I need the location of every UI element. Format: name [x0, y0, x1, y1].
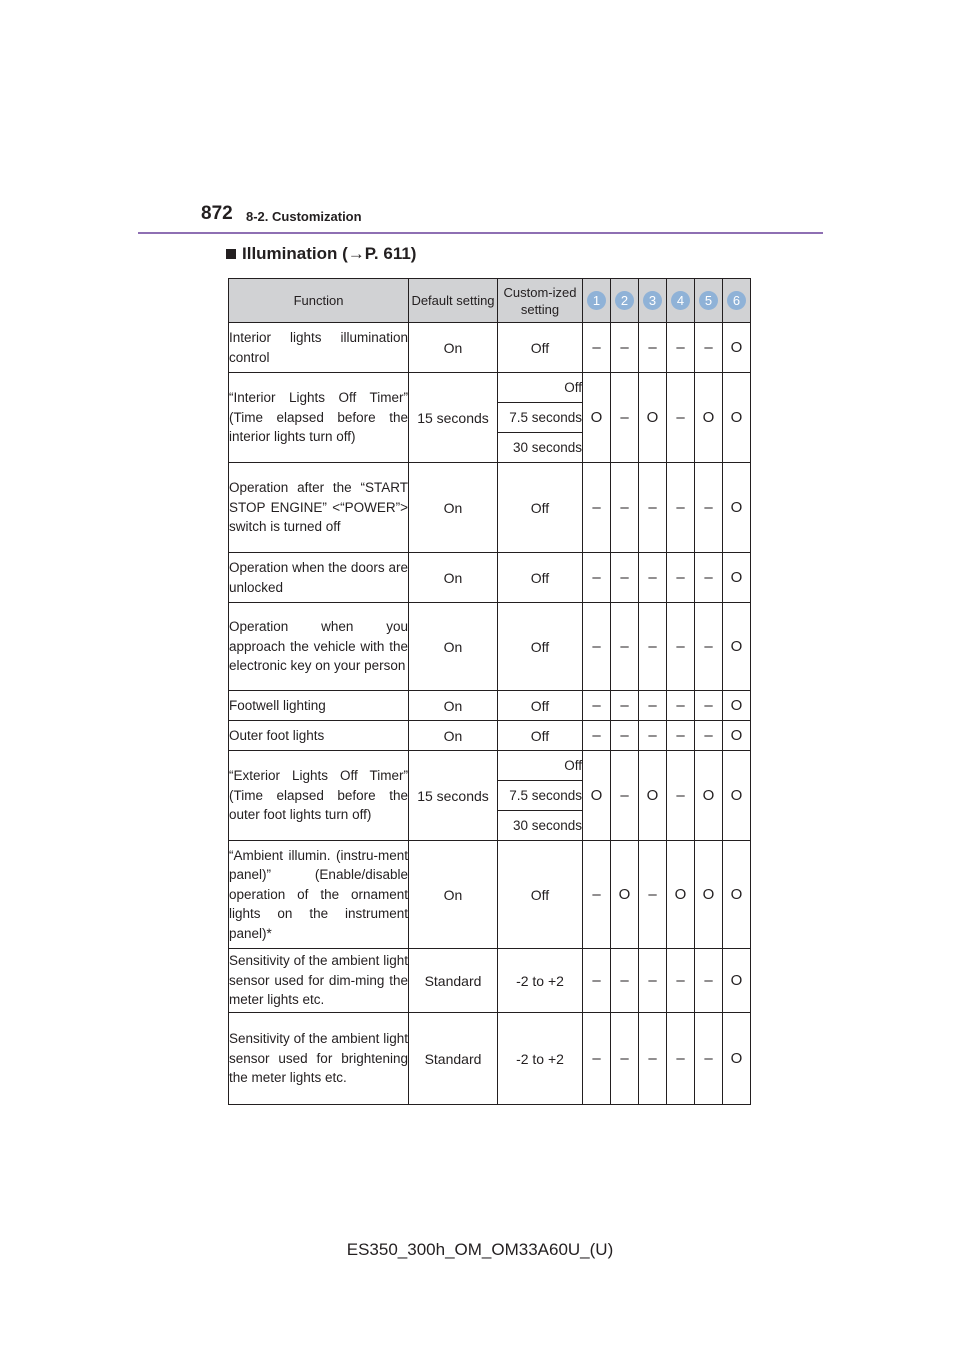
function-cell: Outer foot lights	[229, 721, 409, 751]
availability-mark-cell: O	[583, 751, 611, 841]
customized-setting-cell: -2 to +2	[498, 1013, 583, 1105]
default-setting-cell: On	[409, 463, 498, 553]
section-heading-text: Illumination (→P. 611)	[242, 244, 417, 263]
default-setting-cell: On	[409, 841, 498, 949]
customized-setting-cell: Off	[498, 721, 583, 751]
column-1-header	[583, 279, 611, 323]
availability-mark-cell: O	[723, 603, 751, 691]
availability-mark-cell: –	[611, 323, 639, 373]
default-setting-cell: Standard	[409, 1013, 498, 1105]
availability-mark-cell: –	[583, 603, 611, 691]
customized-setting-cell: Off	[498, 841, 583, 949]
availability-mark-cell: O	[723, 751, 751, 841]
availability-mark-cell: –	[583, 691, 611, 721]
function-cell: Sensitivity of the ambient light sensor used for dim-ming the meter lights etc.	[229, 949, 409, 1013]
availability-mark-cell: –	[695, 323, 723, 373]
availability-mark-cell: –	[639, 691, 667, 721]
customized-setting-cell: 7.5 seconds	[498, 403, 583, 433]
availability-mark-cell: O	[723, 949, 751, 1013]
default-setting-cell: On	[409, 323, 498, 373]
availability-mark-cell: –	[639, 323, 667, 373]
customized-setting-cell: Off	[498, 373, 583, 403]
availability-mark-cell: –	[583, 463, 611, 553]
availability-mark-cell: –	[611, 721, 639, 751]
availability-mark-cell: O	[723, 841, 751, 949]
customized-setting-cell: 30 seconds	[498, 811, 583, 841]
default-column-header: Default setting	[409, 279, 498, 323]
availability-mark-cell: –	[639, 721, 667, 751]
function-cell: Interior lights illumination control	[229, 323, 409, 373]
availability-mark-cell: O	[583, 373, 611, 463]
availability-mark-cell: –	[639, 463, 667, 553]
square-bullet-icon	[226, 249, 236, 259]
availability-mark-cell: –	[695, 1013, 723, 1105]
availability-mark-cell: –	[611, 373, 639, 463]
function-cell: “Exterior Lights Off Timer” (Time elapsed before the outer foot lights turn off)	[229, 751, 409, 841]
availability-mark-cell: –	[667, 553, 695, 603]
default-setting-cell: 15 seconds	[409, 373, 498, 463]
availability-mark-cell: O	[723, 373, 751, 463]
availability-mark-cell: O	[723, 1013, 751, 1105]
availability-mark-cell: –	[667, 463, 695, 553]
availability-mark-cell: O	[723, 721, 751, 751]
customized-setting-cell: Off	[498, 603, 583, 691]
circled-number-1: 1	[587, 291, 606, 310]
function-cell: Operation after the “START STOP ENGINE” <“POWER”> switch is turned off	[229, 463, 409, 553]
availability-mark-cell: –	[695, 603, 723, 691]
function-cell: Operation when you approach the vehicle with the electronic key on your person	[229, 603, 409, 691]
customized-setting-cell: -2 to +2	[498, 949, 583, 1013]
circled-number-2: 2	[615, 291, 634, 310]
availability-mark-cell: –	[667, 949, 695, 1013]
table-row	[229, 751, 751, 781]
availability-mark-cell: –	[611, 463, 639, 553]
circled-number-6: 6	[727, 291, 746, 310]
function-cell: “Ambient illumin. (instru-ment panel)” (Enable/disable operation of the ornament lights on the instrument panel)*	[229, 841, 409, 949]
table-row	[229, 373, 751, 403]
availability-mark-cell: O	[695, 751, 723, 841]
column-3-header	[639, 279, 667, 323]
column-4-header	[667, 279, 695, 323]
availability-mark-cell: –	[639, 1013, 667, 1105]
default-setting-cell: On	[409, 691, 498, 721]
column-5-header	[695, 279, 723, 323]
page-number: 872	[201, 203, 233, 224]
availability-mark-cell: –	[611, 949, 639, 1013]
availability-mark-cell: –	[611, 553, 639, 603]
table-row	[229, 553, 751, 603]
availability-mark-cell: –	[639, 949, 667, 1013]
availability-mark-cell: –	[583, 553, 611, 603]
availability-mark-cell: O	[639, 373, 667, 463]
availability-mark-cell: –	[583, 841, 611, 949]
availability-mark-cell: –	[695, 463, 723, 553]
availability-mark-cell: O	[695, 373, 723, 463]
availability-mark-cell: –	[667, 603, 695, 691]
availability-mark-cell: –	[667, 721, 695, 751]
column-2-header	[611, 279, 639, 323]
circled-number-5: 5	[699, 291, 718, 310]
function-column-header: Function	[229, 279, 409, 323]
availability-mark-cell: –	[583, 323, 611, 373]
availability-mark-cell: –	[611, 603, 639, 691]
table-row	[229, 463, 751, 553]
default-setting-cell: On	[409, 603, 498, 691]
table-header-row	[229, 279, 751, 323]
availability-mark-cell: –	[583, 1013, 611, 1105]
default-setting-cell: Standard	[409, 949, 498, 1013]
default-setting-cell: On	[409, 553, 498, 603]
function-cell: Operation when the doors are unlocked	[229, 553, 409, 603]
table-row	[229, 841, 751, 949]
table-row	[229, 1013, 751, 1105]
customized-setting-cell: 30 seconds	[498, 433, 583, 463]
default-setting-cell: 15 seconds	[409, 751, 498, 841]
availability-mark-cell: –	[667, 751, 695, 841]
circled-number-3: 3	[643, 291, 662, 310]
availability-mark-cell: –	[695, 721, 723, 751]
availability-mark-cell: –	[583, 721, 611, 751]
default-setting-cell: On	[409, 721, 498, 751]
availability-mark-cell: O	[611, 841, 639, 949]
availability-mark-cell: O	[723, 463, 751, 553]
section-heading	[226, 244, 416, 264]
customized-setting-cell: Off	[498, 553, 583, 603]
circled-number-4: 4	[671, 291, 690, 310]
footer-document-code: ES350_300h_OM_OM33A60U_(U)	[346, 1240, 614, 1259]
availability-mark-cell: O	[667, 841, 695, 949]
table-row	[229, 721, 751, 751]
availability-mark-cell: –	[611, 1013, 639, 1105]
availability-mark-cell: –	[667, 1013, 695, 1105]
customization-table	[228, 278, 751, 1105]
customized-setting-cell: Off	[498, 751, 583, 781]
function-cell: “Interior Lights Off Timer” (Time elapsed before the interior lights turn off)	[229, 373, 409, 463]
customized-setting-cell: Off	[498, 463, 583, 553]
availability-mark-cell: O	[723, 323, 751, 373]
availability-mark-cell: –	[667, 373, 695, 463]
column-6-header	[723, 279, 751, 323]
table-row	[229, 691, 751, 721]
availability-mark-cell: –	[695, 949, 723, 1013]
table-body	[229, 323, 751, 1105]
availability-mark-cell: O	[639, 751, 667, 841]
availability-mark-cell: –	[695, 691, 723, 721]
availability-mark-cell: –	[611, 751, 639, 841]
availability-mark-cell: O	[695, 841, 723, 949]
availability-mark-cell: –	[583, 949, 611, 1013]
availability-mark-cell: –	[639, 603, 667, 691]
function-cell: Footwell lighting	[229, 691, 409, 721]
availability-mark-cell: –	[667, 323, 695, 373]
section-label: 8-2. Customization	[246, 209, 362, 224]
availability-mark-cell: –	[667, 691, 695, 721]
availability-mark-cell: –	[639, 553, 667, 603]
availability-mark-cell: O	[723, 691, 751, 721]
availability-mark-cell: –	[695, 553, 723, 603]
custom-column-header: Custom-ized setting	[498, 279, 583, 323]
table-row	[229, 323, 751, 373]
function-cell: Sensitivity of the ambient light sensor used for brightening the meter lights etc.	[229, 1013, 409, 1105]
customized-setting-cell: Off	[498, 691, 583, 721]
availability-mark-cell: O	[723, 553, 751, 603]
availability-mark-cell: –	[611, 691, 639, 721]
table-row	[229, 949, 751, 1013]
customized-setting-cell: Off	[498, 323, 583, 373]
table-row	[229, 603, 751, 691]
customized-setting-cell: 7.5 seconds	[498, 781, 583, 811]
header-rule	[138, 232, 823, 234]
availability-mark-cell: –	[639, 841, 667, 949]
